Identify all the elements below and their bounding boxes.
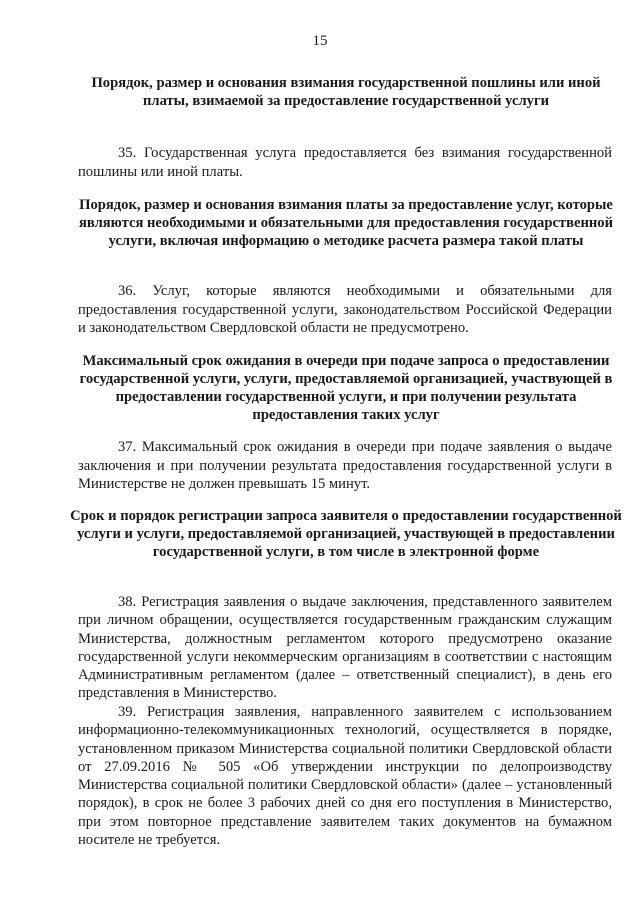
paragraph-36: 36. Услуг, которые являются необходимыми и обязательными для предоставления государственной услуги, законодательством Российской Федерации и законодательством Свердловской области не предусмотрено. [78, 283, 612, 336]
paragraph-38: 38. Регистрация заявления о выдаче заключения, представленного заявителем при личном обращении, осуществляется государственным гражданским служащим Министерства, должностным регламентом которого предусмотрено оказание государственной услуги некоммерческим организациям в соответствии с настоящим Административным регламентом (далее – ответственный специалист), в день его представления в Министерство. [78, 594, 612, 702]
section-heading-required-services-fee: Порядок, размер и основания взимания платы за предоставление услуг, которые являются необходимыми и обязательными для предоставления государственной услуги, включая информацию о методике расчета размера такой платы [79, 197, 613, 249]
paragraph-37: 37. Максимальный срок ожидания в очереди при подаче заявления о выдаче заключения и при получении результата предоставления государственной услуги в Министерстве не должен превышать 15 минут. [78, 439, 612, 492]
paragraph-39: 39. Регистрация заявления, направленного заявителем с использованием информационно-телекоммуникационных технологий, осуществляется в порядке, установленном приказом Министерства социальной политики Свердловской области от 27.09.2016 № 505 «Об утверждении инструкции по делопроизводству Министерства социальной политики Свердловской области» (далее – установленный порядок), в срок не более 3 рабочих дней со дня его поступления в Министерство, при этом повторное представление заявителем таких документов на бумажном носителе не требуется. [78, 704, 612, 849]
section-heading-queue-time: Максимальный срок ожидания в очереди при подаче запроса о предоставлении государственной услуги, услуги, предоставляемой организацией, участвующей в предоставлении государственной услуги, и при получении результата предоставления таких услуг [79, 353, 613, 423]
page-number: 15 [312, 33, 328, 49]
section-heading-registration: Срок и порядок регистрации запроса заявителя о предоставлении государственной услуги и услуги, предоставляемой организацией, участвующей в предоставлении государственной услуги, в том числе в электронной форме [70, 508, 622, 560]
paragraph-35: 35. Государственная услуга предоставляется без взимания государственной пошлины или иной платы. [78, 145, 612, 180]
section-heading-fee: Порядок, размер и основания взимания государственной пошлины или иной платы, взимаемой за предоставление государственной услуги [91, 75, 601, 109]
